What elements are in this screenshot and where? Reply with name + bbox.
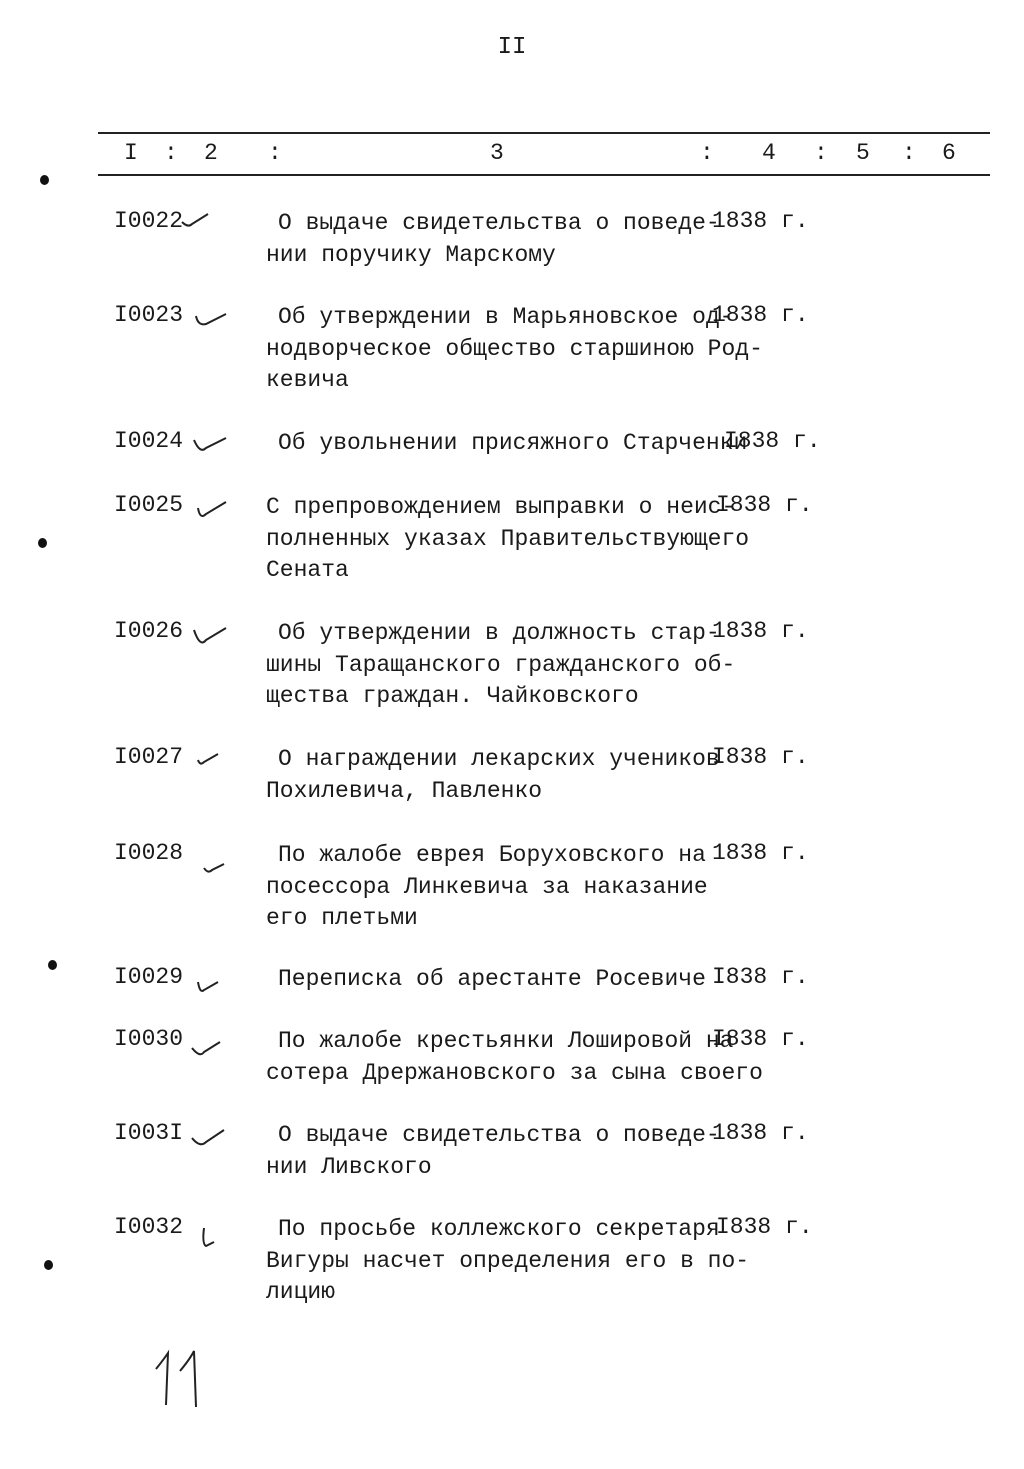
check-mark-icon xyxy=(178,210,218,234)
desc-line: По жалобе еврея Боруховского на xyxy=(278,842,706,868)
entry-number: I0026 xyxy=(114,618,184,644)
check-mark-icon xyxy=(190,432,230,456)
entry-description xyxy=(266,840,726,935)
col-separator: : xyxy=(902,140,916,166)
desc-line: Похилевича, Павленко xyxy=(266,777,543,804)
page-number: II xyxy=(497,34,527,61)
desc-line: щества граждан. Чайковского xyxy=(266,683,639,709)
entry-description xyxy=(266,618,736,713)
binder-hole-dot xyxy=(40,175,49,185)
entry-number: I0030 xyxy=(114,1026,184,1052)
desc-line: По жалобе крестьянки Лошировой на xyxy=(278,1028,734,1054)
col-separator: : xyxy=(268,140,282,166)
desc-line: посессора Линкевича за наказание xyxy=(266,873,708,900)
col-3-label: 3 xyxy=(490,140,504,166)
check-mark-icon xyxy=(190,748,230,772)
entry-year: 1838 г. xyxy=(712,618,809,644)
desc-line: Об утверждении в должность стар- xyxy=(278,620,720,646)
binder-hole-dot xyxy=(44,1260,53,1270)
entry-number: I0022 xyxy=(114,208,184,234)
col-separator: : xyxy=(700,140,714,166)
entry-year: I838 г. xyxy=(712,744,809,770)
header-bottom-rule xyxy=(98,174,990,176)
entry-number: I0029 xyxy=(114,964,184,990)
desc-line: лицию xyxy=(266,1279,336,1305)
col-2-label: 2 xyxy=(204,140,218,166)
desc-line: По просьбе коллежского секретаря xyxy=(278,1216,720,1242)
desc-line: кевича xyxy=(266,367,349,393)
entry-description xyxy=(266,428,748,460)
col-5-label: 5 xyxy=(856,140,870,166)
entry-description xyxy=(266,744,726,807)
column-header-row xyxy=(98,140,990,168)
entry-description xyxy=(266,964,726,996)
check-mark-icon xyxy=(190,1226,230,1250)
entry-year: 1838 г. xyxy=(712,302,809,328)
entry-description xyxy=(266,1120,726,1183)
entry-year: 1838 г. xyxy=(712,840,809,866)
check-mark-icon xyxy=(190,622,230,646)
entry-description xyxy=(266,208,726,271)
entry-year: I838 г. xyxy=(712,1026,809,1052)
check-mark-icon xyxy=(190,1124,230,1148)
entry-year: 1838 г. xyxy=(712,1120,809,1146)
entry-year: 1838 г. xyxy=(712,208,809,234)
desc-line: Об утверждении в Марьяновское од- xyxy=(278,304,734,330)
desc-line: его плетьми xyxy=(266,905,418,931)
desc-line: шины Таращанского гражданского об- xyxy=(266,651,736,678)
check-mark-icon xyxy=(190,306,230,330)
entry-number: I003I xyxy=(114,1120,184,1146)
entry-number: I0023 xyxy=(114,302,184,328)
desc-line: нодворческое общество старшиною Род- xyxy=(266,335,763,362)
desc-line: О награждении лекарских учеников xyxy=(278,746,720,772)
desc-line: полненных указах Правительствующего xyxy=(266,525,750,552)
desc-line: сотера Дрержановского за сына своего xyxy=(266,1059,763,1086)
desc-line: Переписка об арестанте Росевиче xyxy=(278,966,706,992)
entry-number: I0032 xyxy=(114,1214,184,1240)
entry-number: I0028 xyxy=(114,840,184,866)
check-mark-icon xyxy=(190,1036,230,1060)
binder-hole-dot xyxy=(38,538,47,548)
col-4-label: 4 xyxy=(762,140,776,166)
desc-line: Вигуры насчет определения его в по- xyxy=(266,1247,750,1274)
check-mark-icon xyxy=(190,496,230,520)
entry-year: I838 г. xyxy=(716,492,813,518)
desc-line: нии поручику Марскому xyxy=(266,241,556,268)
entry-number: I0024 xyxy=(114,428,184,454)
check-mark-icon xyxy=(190,856,230,880)
handwritten-page-note xyxy=(150,1345,230,1415)
entry-year: I838 г. xyxy=(716,1214,813,1240)
entry-number: I0027 xyxy=(114,744,184,770)
desc-line: нии Ливского xyxy=(266,1153,432,1180)
col-separator: : xyxy=(814,140,828,166)
col-6-label: 6 xyxy=(942,140,956,166)
entry-description xyxy=(266,492,750,587)
col-1-label: I xyxy=(124,140,138,166)
entry-description xyxy=(266,1214,750,1309)
col-separator: : xyxy=(164,140,178,166)
entry-number: I0025 xyxy=(114,492,184,518)
desc-line: С препровождением выправки о неис- xyxy=(266,494,736,520)
desc-line: Сената xyxy=(266,557,349,583)
binder-hole-dot xyxy=(48,960,57,970)
desc-line: О выдаче свидетельства о поведе- xyxy=(278,210,720,236)
header-top-rule xyxy=(98,132,990,134)
entry-year: I838 г. xyxy=(724,428,821,454)
entry-year: I838 г. xyxy=(712,964,809,990)
desc-line: Об увольнении присяжного Старченки xyxy=(278,430,748,456)
check-mark-icon xyxy=(190,974,230,998)
desc-line: О выдаче свидетельства о поведе- xyxy=(278,1122,720,1148)
